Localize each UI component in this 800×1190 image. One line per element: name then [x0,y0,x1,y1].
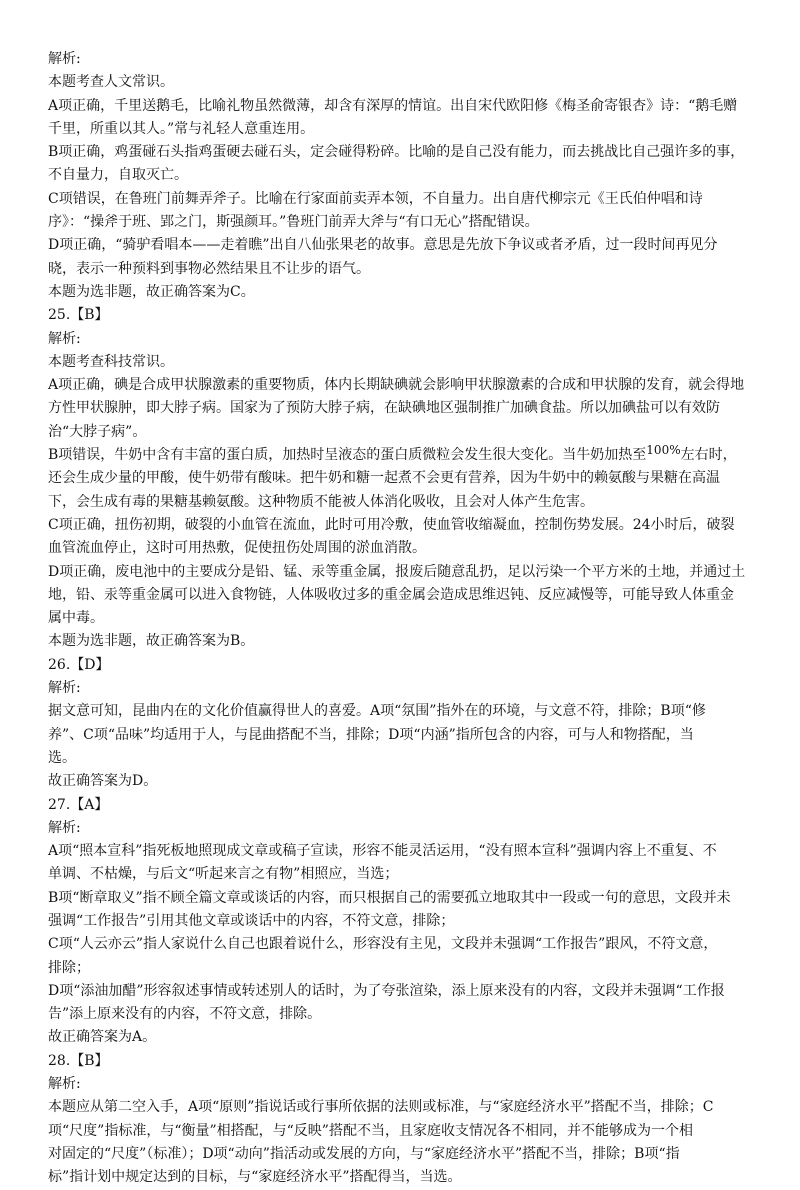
answer-heading: 25.【B】 [48,307,109,324]
text-line: B项正确，鸡蛋碰石头指鸡蛋硬去碰石头，定会碰得粉碎。比喻的是自己没有能力，而去挑战比自己强许多的事， [48,144,745,161]
text-line: 本题考查科技常识。 [48,353,174,370]
text-line: 对固定的“尺度”（标准）；D项“动向”指活动或发展的方向，与“家庭经济水平”搭配不当，排除；B项“指 [48,1145,680,1162]
text-line: 不自量力，自取灭亡。 [48,167,188,184]
text-line: 千里，所重以其人。”常与礼轻人意重连用。 [48,120,315,137]
text-line: 单调、不枯燥，与后文“听起来言之有物”相照应，当选； [48,866,399,883]
text-line: 治“大脖子病”。 [48,423,147,440]
text-line: 选。 [48,749,76,766]
text-segment: 左右时， [680,447,737,464]
text-line: 告”添上原来没有的内容，不符文意，排除。 [48,1006,322,1023]
text-line: A项“照本宣科”指死板地照现成文章或稿子宣读，形容不能灵活运用，“没有照本宣科”强调内容上不重复、不 [48,843,717,860]
text-line: 解析: [48,1076,81,1093]
text-segment: B项错误，牛奶中含有丰富的蛋白质，加热时呈液态的蛋白质微粒会发生很大变化。当牛奶加热至 [48,447,647,464]
text-line: 解析: [48,819,81,836]
text-line: 强调“工作报告”引用其他文章或谈话中的内容，不符文意，排除； [48,912,455,929]
text-line: 据文意可知，昆曲内在的文化价值赢得世人的喜爱。A项“氛围”指外在的环境，与文意不符，排除；B项“修 [48,703,706,720]
text-line: 还会生成少量的甲酸，使牛奶带有酸味。把牛奶和糖一起煮不会更有营养，因为牛奶中的赖氨酸与果糖在高温 [48,470,720,487]
answer-heading: 26.【D】 [48,656,110,673]
text-line: 项“尺度”指标准，与“衡量”相搭配，与“反映”搭配不当，且家庭收支情况各不相同，并不能够成为一个相 [48,1122,693,1139]
answer-heading: 28.【B】 [48,1052,109,1069]
text-line: C项正确，扭伤初期，破裂的小血管在流血，此时可用冷敷，使血管收缩凝血，控制伤势发展。24小时后，破裂 [48,516,735,533]
text-line: 方性甲状腺肿，即大脖子病。国家为了预防大脖子病，在缺碘地区强制推广加碘食盐。所以加碘盐可以有效防 [48,400,720,417]
text-line: 排除； [48,959,90,976]
text-line: D项正确，“骑驴看唱本——走着瞧”出自八仙张果老的故事。意思是先放下争议或者矛盾，过一段时间再见分 [48,237,718,254]
text-line: 标”指计划中规定达到的目标，与“家庭经济水平”搭配得当，当选。 [48,1169,462,1186]
text-line: 本题为选非题，故正确答案为B。 [48,633,255,650]
text-line: 故正确答案为D。 [48,773,158,790]
text-line: 养”、C项“品味”均适用于人，与昆曲搭配不当，排除；D项“内涵”指所包含的内容，可与人和物搭配，当 [48,726,694,743]
text-line-with-temperature [48,444,760,467]
text-line: 地，铅、汞等重金属可以进入食物链，人体吸收过多的重金属会造成思维迟钝、反应减慢等，可能导致人体重金 [48,586,734,603]
text-line: D项“添油加醋”形容叙述事情或转述别人的话时，为了夸张渲染，添上原来没有的内容，文段并未强调“工作报 [48,982,725,999]
text-line: B项“断章取义”指不顾全篇文章或谈话的内容，而只根据自己的需要孤立地取其中一段或一句的意思，文段并未 [48,889,731,906]
document-page [48,48,760,1190]
text-line: 解析: [48,680,81,697]
temperature-value: 100% [646,443,681,458]
text-line: A项正确，千里送鹅毛，比喻礼物虽然微薄，却含有深厚的情谊。出自宋代欧阳修《梅圣俞寄银杏》诗：“鹅毛赠 [48,97,738,114]
text-line: 解析: [48,330,81,347]
text-line: 血管流血停止，这时可用热敷，促使扭伤处周围的淤血消散。 [48,540,426,557]
text-line: 本题为选非题，故正确答案为C。 [48,283,255,300]
text-line: 属中毒。 [48,610,104,627]
text-line: 下，会生成有毒的果糖基赖氨酸。这种物质不能被人体消化吸收，且会对人体产生危害。 [48,493,594,510]
text-line: 晓，表示一种预料到事物必然结果且不让步的语气。 [48,260,370,277]
text-line: A项正确，碘是合成甲状腺激素的重要物质，体内长期缺碘就会影响甲状腺激素的合成和甲状腺的发育，就会得地 [48,377,745,394]
text-line: 故正确答案为A。 [48,1029,157,1046]
answer-heading: 27.【A】 [48,796,109,813]
text-line: 本题应从第二空入手，A项“原则”指说话或行事所依据的法则或标准，与“家庭经济水平”搭配不当，排除；C [48,1099,714,1116]
text-line: C项错误，在鲁班门前舞弄斧子。比喻在行家面前卖弄本领，不自量力。出自唐代柳宗元《王氏伯仲唱和诗 [48,190,703,207]
text-line: D项正确，废电池中的主要成分是铅、锰、汞等重金属，报废后随意乱扔，足以污染一个平方米的土地，并通过土 [48,563,746,580]
text-line: 序》：“操斧于班、郢之门，斯强颜耳。”鲁班门前弄大斧与“有口无心”搭配错误。 [48,214,539,231]
text-line: 本题考查人文常识。 [48,74,174,91]
text-line: C项“人云亦云”指人家说什么自己也跟着说什么，形容没有主见，文段并未强调“工作报告”跟风，不符文意， [48,936,718,953]
text-line: 解析: [48,51,81,67]
